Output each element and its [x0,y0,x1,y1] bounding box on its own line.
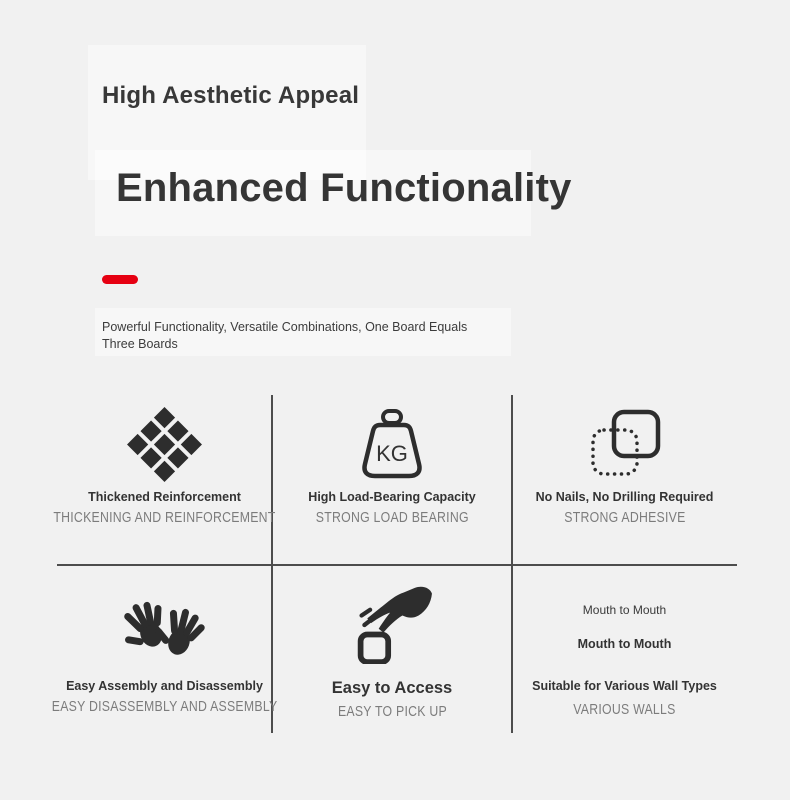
feature-title: No Nails, No Drilling Required [535,490,714,504]
feature-subtitle: EASY DISASSEMBLY AND ASSEMBLY [51,698,278,715]
diamond-grid-icon [138,408,191,480]
feature-subtitle: STRONG ADHESIVE [563,509,686,526]
feature-title: High Load-Bearing Capacity [308,490,476,504]
feature-cell-no-nails [512,395,737,565]
feature-subtitle: EASY TO PICK UP [337,703,447,720]
feature-subtitle: STRONG LOAD BEARING [315,509,469,526]
hands-icon [119,585,211,665]
tagline-line-2: Three Boards [102,337,178,351]
page-title: Enhanced Functionality [116,166,572,210]
feature-cell-thickened-reinforcement [53,395,276,565]
adhesive-pad-icon [587,408,663,480]
tagline-line-1: Powerful Functionality, Versatile Combinations, One Board Equals [102,320,468,334]
tagline [102,319,467,353]
feature-title: Thickened Reinforcement [88,490,241,504]
feature-cell-load-bearing [272,395,512,565]
feature-subtitle: VARIOUS WALLS [573,701,676,718]
feature-line-2: Mouth to Mouth [577,637,672,651]
kg-weight-icon [349,408,435,480]
feature-line-1: Mouth to Mouth [582,603,667,617]
kg-label: KG [376,441,408,466]
feature-cell-easy-assembly [51,565,278,733]
section-kicker: High Aesthetic Appeal [102,82,360,109]
pickup-hand-icon [350,585,434,665]
feature-cell-easy-access [272,565,512,733]
red-accent-dash [102,275,138,284]
feature-title: Suitable for Various Wall Types [532,679,717,693]
feature-title: Easy to Access [331,679,453,697]
feature-title: Easy Assembly and Disassembly [66,679,263,693]
feature-subtitle: THICKENING AND REINFORCEMENT [53,509,276,526]
feature-grid [51,395,737,733]
feature-cell-wall-types [512,565,737,733]
